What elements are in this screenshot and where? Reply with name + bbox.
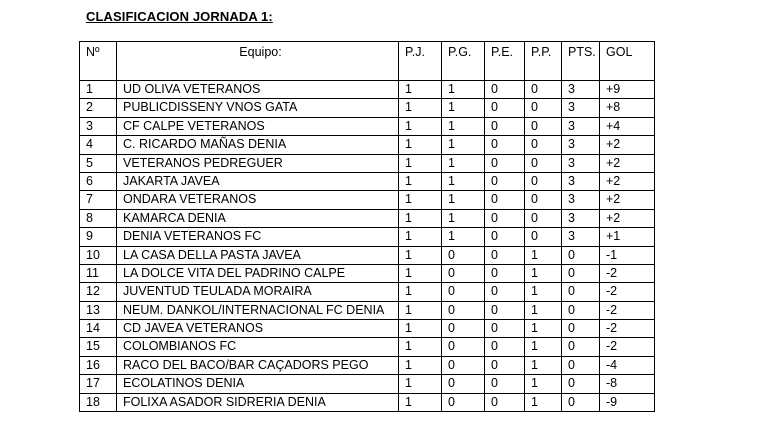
- col-header-played: P.J.: [399, 42, 442, 81]
- cell-drawn: 0: [485, 338, 525, 356]
- cell-position: 6: [80, 172, 117, 190]
- table-header-row: [80, 42, 655, 81]
- cell-position: 1: [80, 81, 117, 99]
- cell-drawn: 0: [485, 393, 525, 411]
- cell-won: 0: [442, 320, 485, 338]
- cell-played: 1: [399, 117, 442, 135]
- table-row: [80, 191, 655, 209]
- cell-team: VETERANOS PEDREGUER: [117, 154, 399, 172]
- col-header-won: P.G.: [442, 42, 485, 81]
- cell-drawn: 0: [485, 191, 525, 209]
- cell-played: 1: [399, 283, 442, 301]
- table-row: [80, 356, 655, 374]
- cell-drawn: 0: [485, 264, 525, 282]
- cell-team: CD JAVEA VETERANOS: [117, 320, 399, 338]
- table-row: [80, 154, 655, 172]
- cell-goal-diff: +4: [600, 117, 655, 135]
- cell-team: LA CASA DELLA PASTA JAVEA: [117, 246, 399, 264]
- cell-position: 2: [80, 99, 117, 117]
- table-row: [80, 99, 655, 117]
- page-title: CLASIFICACION JORNADA 1:: [86, 9, 273, 24]
- cell-position: 14: [80, 320, 117, 338]
- cell-points: 0: [562, 338, 600, 356]
- table-row: [80, 375, 655, 393]
- cell-position: 5: [80, 154, 117, 172]
- cell-points: 3: [562, 117, 600, 135]
- cell-lost: 0: [525, 136, 562, 154]
- cell-goal-diff: -2: [600, 301, 655, 319]
- table-row: [80, 117, 655, 135]
- cell-drawn: 0: [485, 283, 525, 301]
- cell-team: CF CALPE VETERANOS: [117, 117, 399, 135]
- table-row: [80, 81, 655, 99]
- cell-position: 10: [80, 246, 117, 264]
- cell-position: 8: [80, 209, 117, 227]
- cell-drawn: 0: [485, 301, 525, 319]
- table-row: [80, 264, 655, 282]
- cell-position: 18: [80, 393, 117, 411]
- table-row: [80, 172, 655, 190]
- cell-position: 4: [80, 136, 117, 154]
- cell-goal-diff: -1: [600, 246, 655, 264]
- cell-team: ECOLATINOS DENIA: [117, 375, 399, 393]
- cell-won: 1: [442, 228, 485, 246]
- cell-goal-diff: +9: [600, 81, 655, 99]
- cell-drawn: 0: [485, 81, 525, 99]
- cell-lost: 1: [525, 246, 562, 264]
- cell-drawn: 0: [485, 375, 525, 393]
- cell-won: 0: [442, 301, 485, 319]
- cell-team: C. RICARDO MAÑAS DENIA: [117, 136, 399, 154]
- cell-won: 0: [442, 375, 485, 393]
- cell-lost: 0: [525, 228, 562, 246]
- cell-lost: 0: [525, 99, 562, 117]
- col-header-team: Equipo:: [117, 42, 399, 81]
- cell-position: 16: [80, 356, 117, 374]
- cell-won: 0: [442, 356, 485, 374]
- cell-won: 1: [442, 209, 485, 227]
- cell-points: 3: [562, 99, 600, 117]
- cell-drawn: 0: [485, 228, 525, 246]
- cell-goal-diff: -2: [600, 320, 655, 338]
- cell-played: 1: [399, 172, 442, 190]
- cell-points: 0: [562, 375, 600, 393]
- cell-goal-diff: +2: [600, 154, 655, 172]
- cell-points: 0: [562, 283, 600, 301]
- cell-played: 1: [399, 320, 442, 338]
- cell-lost: 1: [525, 301, 562, 319]
- cell-points: 3: [562, 172, 600, 190]
- cell-drawn: 0: [485, 320, 525, 338]
- cell-goal-diff: +2: [600, 209, 655, 227]
- table-row: [80, 283, 655, 301]
- cell-position: 11: [80, 264, 117, 282]
- cell-position: 17: [80, 375, 117, 393]
- cell-team: NEUM. DANKOL/INTERNACIONAL FC DENIA: [117, 301, 399, 319]
- cell-position: 7: [80, 191, 117, 209]
- cell-played: 1: [399, 99, 442, 117]
- cell-won: 1: [442, 154, 485, 172]
- cell-team: JUVENTUD TEULADA MORAIRA: [117, 283, 399, 301]
- cell-goal-diff: -2: [600, 264, 655, 282]
- cell-team: RACO DEL BACO/BAR CAÇADORS PEGO: [117, 356, 399, 374]
- cell-played: 1: [399, 375, 442, 393]
- cell-won: 1: [442, 172, 485, 190]
- cell-lost: 0: [525, 117, 562, 135]
- cell-played: 1: [399, 356, 442, 374]
- cell-drawn: 0: [485, 209, 525, 227]
- cell-won: 0: [442, 283, 485, 301]
- cell-team: UD OLIVA VETERANOS: [117, 81, 399, 99]
- cell-goal-diff: -8: [600, 375, 655, 393]
- cell-drawn: 0: [485, 356, 525, 374]
- cell-drawn: 0: [485, 172, 525, 190]
- cell-goal-diff: -2: [600, 283, 655, 301]
- cell-lost: 0: [525, 209, 562, 227]
- cell-team: LA DOLCE VITA DEL PADRINO CALPE: [117, 264, 399, 282]
- table-row: [80, 246, 655, 264]
- cell-drawn: 0: [485, 154, 525, 172]
- table-row: [80, 136, 655, 154]
- cell-lost: 1: [525, 338, 562, 356]
- cell-won: 1: [442, 191, 485, 209]
- cell-lost: 0: [525, 191, 562, 209]
- cell-goal-diff: -9: [600, 393, 655, 411]
- cell-team: ONDARA VETERANOS: [117, 191, 399, 209]
- cell-won: 1: [442, 99, 485, 117]
- cell-lost: 1: [525, 320, 562, 338]
- cell-played: 1: [399, 264, 442, 282]
- table-row: [80, 338, 655, 356]
- cell-played: 1: [399, 246, 442, 264]
- cell-points: 3: [562, 228, 600, 246]
- col-header-goal-diff: GOL: [600, 42, 655, 81]
- cell-team: COLOMBIANOS FC: [117, 338, 399, 356]
- cell-points: 0: [562, 246, 600, 264]
- cell-lost: 0: [525, 172, 562, 190]
- cell-points: 3: [562, 136, 600, 154]
- cell-drawn: 0: [485, 246, 525, 264]
- cell-won: 1: [442, 136, 485, 154]
- standings-table: [79, 41, 655, 412]
- cell-played: 1: [399, 136, 442, 154]
- cell-goal-diff: +2: [600, 191, 655, 209]
- table-row: [80, 209, 655, 227]
- cell-played: 1: [399, 154, 442, 172]
- cell-team: JAKARTA JAVEA: [117, 172, 399, 190]
- cell-drawn: 0: [485, 136, 525, 154]
- cell-points: 0: [562, 264, 600, 282]
- cell-played: 1: [399, 228, 442, 246]
- cell-points: 3: [562, 191, 600, 209]
- cell-drawn: 0: [485, 99, 525, 117]
- cell-played: 1: [399, 209, 442, 227]
- cell-team: DENIA VETERANOS FC: [117, 228, 399, 246]
- cell-lost: 1: [525, 393, 562, 411]
- table-row: [80, 320, 655, 338]
- cell-won: 1: [442, 117, 485, 135]
- cell-points: 3: [562, 209, 600, 227]
- standings-body: [80, 81, 655, 412]
- col-header-points: PTS.: [562, 42, 600, 81]
- cell-played: 1: [399, 81, 442, 99]
- cell-points: 0: [562, 301, 600, 319]
- cell-points: 0: [562, 393, 600, 411]
- cell-won: 0: [442, 264, 485, 282]
- cell-goal-diff: -4: [600, 356, 655, 374]
- cell-lost: 1: [525, 283, 562, 301]
- col-header-drawn: P.E.: [485, 42, 525, 81]
- cell-won: 0: [442, 338, 485, 356]
- cell-goal-diff: +2: [600, 136, 655, 154]
- col-header-lost: P.P.: [525, 42, 562, 81]
- cell-team: KAMARCA DENIA: [117, 209, 399, 227]
- cell-position: 3: [80, 117, 117, 135]
- cell-points: 3: [562, 81, 600, 99]
- table-row: [80, 228, 655, 246]
- cell-position: 13: [80, 301, 117, 319]
- cell-played: 1: [399, 191, 442, 209]
- cell-lost: 1: [525, 264, 562, 282]
- cell-points: 0: [562, 356, 600, 374]
- table-row: [80, 393, 655, 411]
- cell-played: 1: [399, 338, 442, 356]
- cell-team: FOLIXA ASADOR SIDRERIA DENIA: [117, 393, 399, 411]
- cell-lost: 1: [525, 356, 562, 374]
- cell-lost: 0: [525, 154, 562, 172]
- cell-team: PUBLICDISSENY VNOS GATA: [117, 99, 399, 117]
- cell-won: 1: [442, 81, 485, 99]
- cell-won: 0: [442, 246, 485, 264]
- cell-played: 1: [399, 393, 442, 411]
- table-row: [80, 301, 655, 319]
- cell-goal-diff: +2: [600, 172, 655, 190]
- cell-goal-diff: +1: [600, 228, 655, 246]
- cell-points: 0: [562, 320, 600, 338]
- cell-lost: 1: [525, 375, 562, 393]
- cell-won: 0: [442, 393, 485, 411]
- cell-lost: 0: [525, 81, 562, 99]
- cell-goal-diff: -2: [600, 338, 655, 356]
- cell-position: 9: [80, 228, 117, 246]
- col-header-position: Nº: [80, 42, 117, 81]
- cell-goal-diff: +8: [600, 99, 655, 117]
- cell-position: 12: [80, 283, 117, 301]
- cell-position: 15: [80, 338, 117, 356]
- cell-points: 3: [562, 154, 600, 172]
- cell-played: 1: [399, 301, 442, 319]
- cell-drawn: 0: [485, 117, 525, 135]
